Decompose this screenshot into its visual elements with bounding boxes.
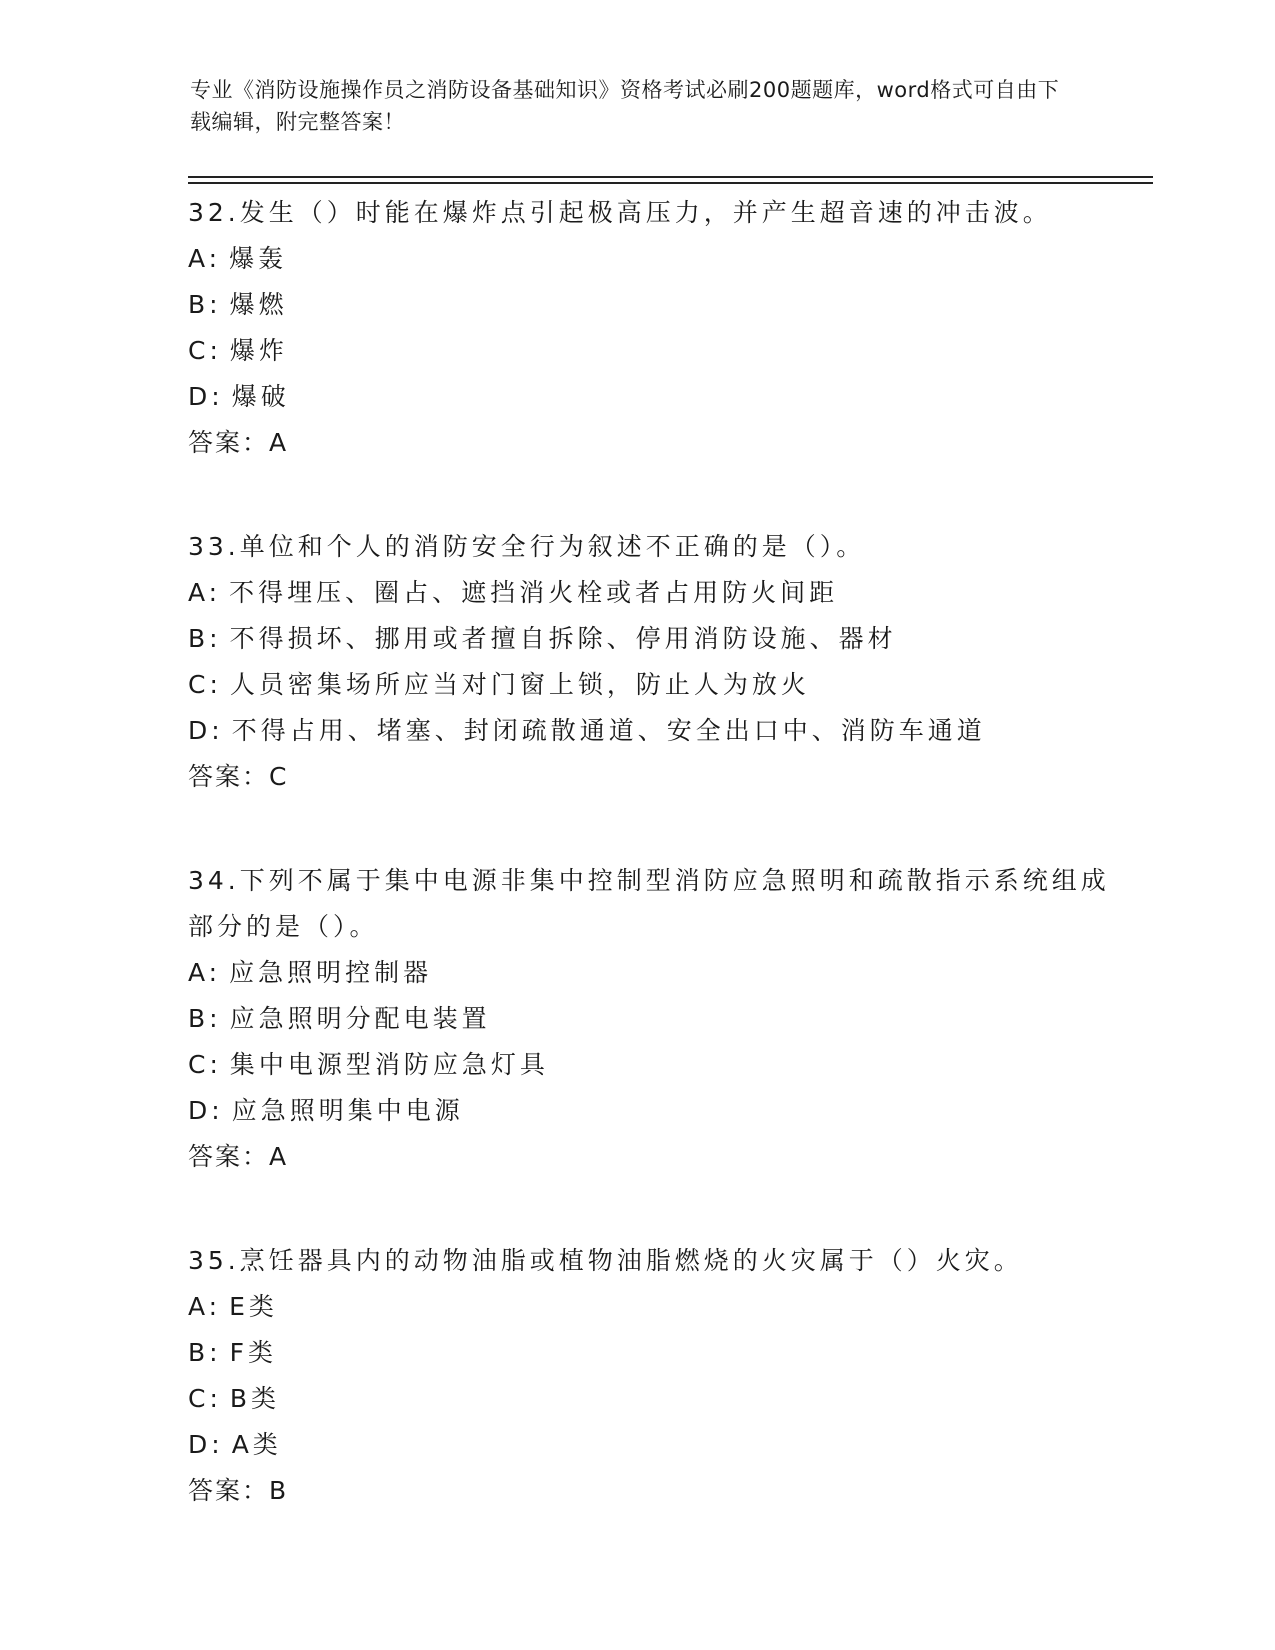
question-spacer <box>188 1180 1128 1238</box>
option-text: 爆炸 <box>229 336 288 365</box>
option-letter: C: <box>188 1050 222 1079</box>
question-answer: 答案：A <box>188 428 289 457</box>
option-letter: D: <box>188 1096 224 1125</box>
question-option <box>188 1088 1128 1134</box>
document-header: 专业《消防设施操作员之消防设备基础知识》资格考试必刷200题题库，word格式可自由下载编辑，附完整答案！ <box>190 78 1060 134</box>
question-option <box>188 374 1128 420</box>
question-answer: 答案：C <box>188 762 289 791</box>
question-option <box>188 570 1128 616</box>
option-letter: D: <box>188 1430 224 1459</box>
option-letter: D: <box>188 716 224 745</box>
option-text: 爆燃 <box>229 290 288 319</box>
question-option <box>188 950 1128 996</box>
question-list <box>188 190 1128 1514</box>
question-spacer <box>188 800 1128 858</box>
option-text: F类 <box>229 1338 277 1367</box>
header-divider-bottom <box>188 182 1153 184</box>
question-stem: 35.烹饪器具内的动物油脂或植物油脂燃烧的火灾属于（）火灾。 <box>188 1246 1023 1275</box>
option-text: B类 <box>229 1384 281 1413</box>
question-stem: 33.单位和个人的消防安全行为叙述不正确的是（）。 <box>188 532 866 561</box>
question-option <box>188 662 1128 708</box>
question-block <box>188 1238 1128 1514</box>
option-text: 不得损坏、挪用或者擅自拆除、停用消防设施、器材 <box>229 624 897 653</box>
option-text: 集中电源型消防应急灯具 <box>229 1050 549 1079</box>
option-letter: C: <box>188 336 222 365</box>
option-text: 应急照明控制器 <box>229 958 433 987</box>
option-text: E类 <box>229 1292 278 1321</box>
question-option <box>188 282 1128 328</box>
option-text: 不得占用、堵塞、封闭疏散通道、安全出口中、消防车通道 <box>231 716 986 745</box>
question-option <box>188 1422 1128 1468</box>
question-option <box>188 1376 1128 1422</box>
question-answer: 答案：B <box>188 1476 289 1505</box>
question-option <box>188 328 1128 374</box>
option-letter: C: <box>188 1384 222 1413</box>
question-spacer <box>188 466 1128 524</box>
question-stem: 34.下列不属于集中电源非集中控制型消防应急照明和疏散指示系统组成部分的是（）。 <box>188 866 1110 941</box>
option-text: 人员密集场所应当对门窗上锁，防止人为放火 <box>229 670 810 699</box>
option-letter: B: <box>188 1338 222 1367</box>
question-answer: 答案：A <box>188 1142 289 1171</box>
question-stem: 32.发生（）时能在爆炸点引起极高压力，并产生超音速的冲击波。 <box>188 198 1052 227</box>
question-block <box>188 858 1128 1180</box>
question-block <box>188 524 1128 800</box>
question-option <box>188 1042 1128 1088</box>
question-option <box>188 708 1128 754</box>
option-text: 不得埋压、圈占、遮挡消火栓或者占用防火间距 <box>229 578 839 607</box>
question-option <box>188 616 1128 662</box>
option-letter: B: <box>188 290 222 319</box>
option-letter: B: <box>188 1004 222 1033</box>
option-text: A类 <box>231 1430 282 1459</box>
option-text: 应急照明分配电装置 <box>229 1004 491 1033</box>
option-letter: A: <box>188 958 222 987</box>
option-text: 应急照明集中电源 <box>231 1096 464 1125</box>
question-option <box>188 1284 1128 1330</box>
option-text: 爆轰 <box>229 244 288 273</box>
header-divider-top <box>188 176 1153 178</box>
question-option <box>188 236 1128 282</box>
option-letter: A: <box>188 244 222 273</box>
question-option <box>188 1330 1128 1376</box>
option-letter: B: <box>188 624 222 653</box>
question-block <box>188 190 1128 466</box>
question-option <box>188 996 1128 1042</box>
option-letter: A: <box>188 578 222 607</box>
option-text: 爆破 <box>231 382 290 411</box>
option-letter: D: <box>188 382 224 411</box>
option-letter: C: <box>188 670 222 699</box>
option-letter: A: <box>188 1292 222 1321</box>
